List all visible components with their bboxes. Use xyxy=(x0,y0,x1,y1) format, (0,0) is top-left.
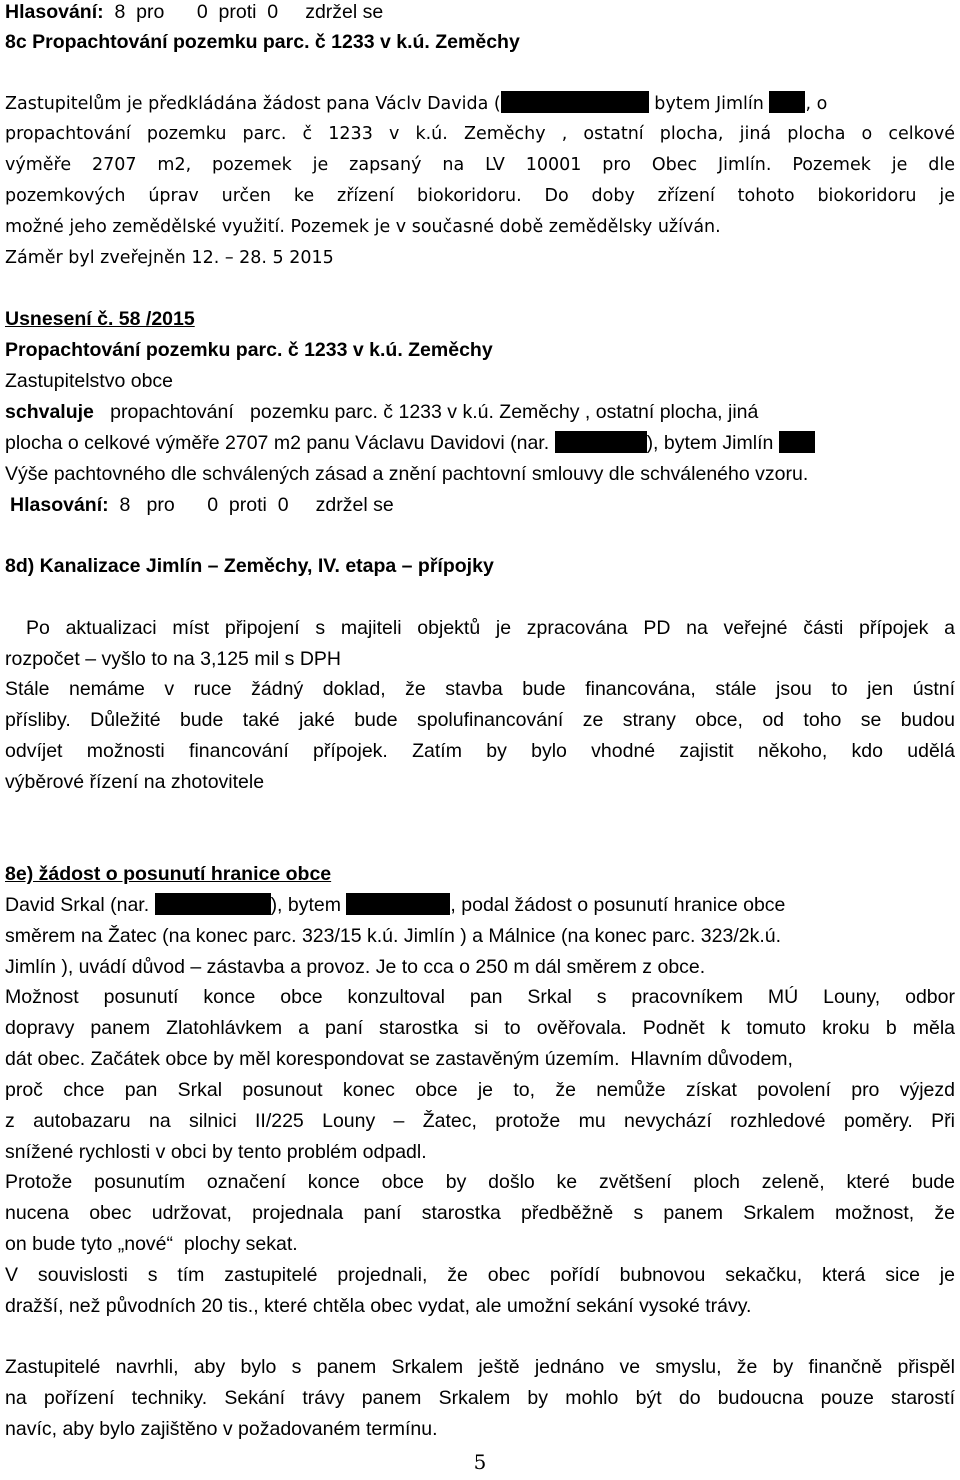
vote-label: Hlasování: xyxy=(10,494,109,516)
paragraph-8e-line: proč chce pan Srkal posunout konec obce je to, že nemůže získat povolení pro výjezd xyxy=(5,1079,955,1101)
paragraph-8c-line: Záměr byl zveřejněn 12. – 28. 5 2015 xyxy=(5,248,334,268)
paragraph-8e-line: snížené rychlosti v obci by tento problém odpadl. xyxy=(5,1141,427,1163)
redaction-block xyxy=(346,893,450,915)
paragraph-8e-line: Možnost posunutí konce obce konzultoval pan Srkal s pracovníkem MÚ Louny, odbor xyxy=(5,986,955,1008)
resolution-line: plocha o celkové výměře 2707 m2 panu Václavu Davidovi (nar. ), bytem Jimlín xyxy=(5,431,955,457)
paragraph-8c-line: výměře 2707 m2, pozemek je zapsaný na LV 10001 pro Obec Jimlín. Pozemek je dle xyxy=(5,155,955,175)
paragraph-8e-line: Jimlín ), uvádí důvod – zástavba a provoz. Je to cca o 250 m dál směrem z obce. xyxy=(5,956,706,978)
resolution-intro: Zastupitelstvo obce xyxy=(5,370,174,392)
page-number: 5 xyxy=(473,1450,487,1474)
vote-values: 8 pro 0 proti 0 zdržel se xyxy=(108,494,394,516)
redaction-block xyxy=(769,91,805,113)
heading-8d: 8d) Kanalizace Jimlín – Zeměchy, IV. etapa – přípojky xyxy=(5,555,494,577)
redaction-block xyxy=(155,893,271,915)
paragraph-8e-line: David Srkal (nar. ), bytem , podal žádost o posunutí hranice obce xyxy=(5,894,786,916)
paragraph-8d-line: výběrové řízení na zhotovitele xyxy=(5,771,265,793)
vote-line-resolution xyxy=(10,493,960,519)
paragraph-8e-line: na pořízení techniky. Sekání trávy panem Srkalem by mohlo být do budoucna pouze starostí xyxy=(5,1387,955,1409)
heading-8c: 8c Propachtování pozemku parc. č 1233 v k.ú. Zeměchy xyxy=(5,31,520,53)
paragraph-8e-line: nucena obec udržovat, projednala paní starostka předběžně s panem Srkalem možnost, že xyxy=(5,1202,955,1224)
redaction-block xyxy=(779,431,815,453)
paragraph-8c-line: pozemkových úprav určen ke zřízení biokoridoru. Do doby zřízení tohoto biokoridoru je xyxy=(5,186,955,206)
paragraph-8d-line: rozpočet – vyšlo to na 3,125 mil s DPH xyxy=(5,648,341,670)
paragraph-8c-line: Zastupitelům je předkládána žádost pana Václv Davida ( bytem Jimlín , o xyxy=(5,91,955,117)
paragraph-8e-line: dražší, než původních 20 tis., které chtěla obec vydat, ale umožní sekání vysoké trávy. xyxy=(5,1295,752,1317)
paragraph-8e-line: dát obec. Začátek obce by měl korespondovat se zastavěným územím. Hlavním důvodem, xyxy=(5,1048,793,1070)
paragraph-8e-line: směrem na Žatec (na konec parc. 323/15 k.ú. Jimlín ) a Málnice (na konec parc. 323/2k.ú. xyxy=(5,925,782,947)
vote-label: Hlasování: xyxy=(5,1,104,23)
vote-values: 8 pro 0 proti 0 zdržel se xyxy=(103,1,384,23)
paragraph-8e-line: V souvislosti s tím zastupitelé projednali, že obec pořídí bubnovou sekačku, která sice je xyxy=(5,1264,955,1286)
vote-line-top xyxy=(5,0,955,26)
resolution-line: Výše pachtovného dle schválených zásad a znění pachtovní smlouvy dle schváleného vzoru. xyxy=(5,463,809,485)
resolution-line: schvaluje propachtování pozemku parc. č 1233 v k.ú. Zeměchy , ostatní plocha, jiná xyxy=(5,401,759,423)
redaction-block xyxy=(501,91,649,113)
paragraph-8d-line: Stále nemáme v ruce žádný doklad, že stavba bude financována, stále jsou to jen ústní xyxy=(5,678,955,700)
paragraph-8e-line: Zastupitelé navrhli, aby bylo s panem Srkalem ještě jednáno ve smyslu, že by finančně přispěl xyxy=(5,1356,955,1378)
paragraph-8e-line: dopravy panem Zlatohlávkem a paní starostka si to ověřovala. Podnět k tomuto kroku b měla xyxy=(5,1017,955,1039)
paragraph-8e-line: on bude tyto „nové“ plochy sekat. xyxy=(5,1233,298,1255)
paragraph-8e-line: Protože posunutím označení konce obce by došlo ke zvětšení ploch zeleně, které bude xyxy=(5,1171,955,1193)
resolution-verb: schvaluje xyxy=(5,401,94,423)
resolution-title: Usnesení č. 58 /2015 xyxy=(5,308,195,330)
paragraph-8e-line: navíc, aby bylo zajištěno v požadovaném termínu. xyxy=(5,1418,438,1440)
paragraph-8d-line: přísliby. Důležité bude také jaké bude spolufinancování ze strany obce, od toho se budou xyxy=(5,709,955,731)
redaction-block xyxy=(555,431,647,453)
paragraph-8d-line: odvíjet možnosti financování přípojek. Zatím by bylo vhodné zajistit někoho, kdo udělá xyxy=(5,740,955,762)
paragraph-8d-line: Po aktualizaci míst připojení s majiteli objektů je zpracována PD na veřejné části přípojek a xyxy=(26,617,955,639)
paragraph-8e-line: z autobazaru na silnici II/225 Louny – Žatec, protože mu nevychází rozhledové poměry. Při xyxy=(5,1110,955,1132)
paragraph-8c-line: propachtování pozemku parc. č 1233 v k.ú. Zeměchy , ostatní plocha, jiná plocha o celkové xyxy=(5,124,955,144)
heading-8e: 8e) žádost o posunutí hranice obce xyxy=(5,863,332,885)
paragraph-8c-line: možné jeho zemědělské využití. Pozemek je v současné době zemědělsky užíván. xyxy=(5,217,721,237)
resolution-subject: Propachtování pozemku parc. č 1233 v k.ú. Zeměchy xyxy=(5,339,493,361)
